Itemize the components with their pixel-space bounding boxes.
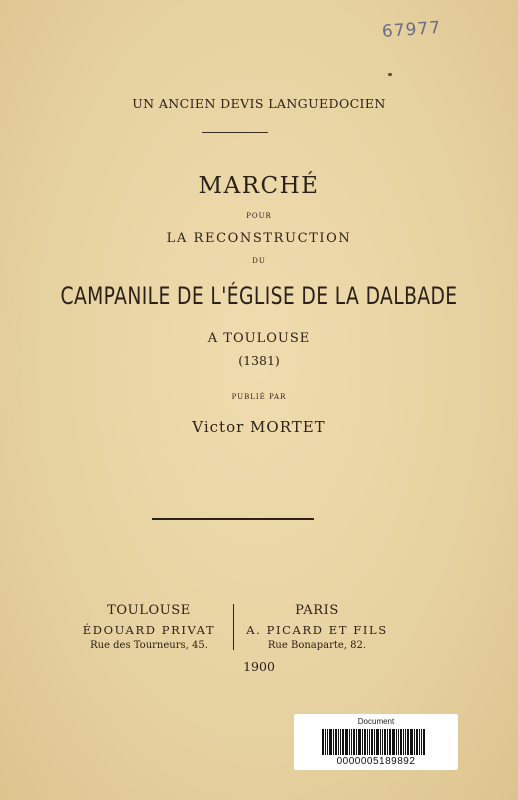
section-divider xyxy=(152,518,314,520)
barcode-bar xyxy=(353,729,355,755)
publisher-divider xyxy=(233,604,234,650)
barcode-bar xyxy=(351,729,352,755)
barcode-bar xyxy=(340,729,341,755)
barcode-bar xyxy=(349,729,350,755)
publisher-left-city: TOULOUSE xyxy=(107,603,191,618)
series-header: UN ANCIEN DEVIS LANGUEDOCIEN xyxy=(132,96,386,111)
barcode-bar xyxy=(416,729,418,755)
barcode-bar xyxy=(367,729,368,755)
location-line: A TOULOUSE xyxy=(207,331,311,346)
barcode-bar xyxy=(342,729,344,755)
barcode-bar xyxy=(392,729,395,755)
barcode-bar xyxy=(335,729,337,755)
handwritten-catalog-number: 67977 xyxy=(381,17,442,43)
barcode-label xyxy=(294,714,458,770)
publisher-right-address: Rue Bonaparte, 82. xyxy=(267,640,367,651)
barcode-bar xyxy=(362,729,363,755)
barcode-bar xyxy=(387,729,388,755)
barcode-bar xyxy=(389,729,391,755)
barcode-bar xyxy=(419,729,420,755)
barcode-bar xyxy=(364,729,366,755)
reconstruction-line: LA RECONSTRUCTION xyxy=(166,231,352,246)
barcode-icon xyxy=(322,729,432,755)
pour-label: POUR xyxy=(246,212,272,220)
main-title: MARCHÉ xyxy=(198,173,320,199)
barcode-bar xyxy=(396,729,397,755)
barcode-bar xyxy=(398,729,399,755)
barcode-bar xyxy=(382,729,383,755)
publisher-right-city: PARIS xyxy=(295,603,339,618)
campanile-title: CAMPANILE DE L'ÉGLISE DE LA DALBADE xyxy=(60,282,458,310)
publie-par-label: PUBLIÉ PAR xyxy=(231,393,287,401)
barcode-bar xyxy=(358,729,361,755)
publisher-left-address: Rue des Tourneurs, 45. xyxy=(90,640,208,651)
barcode-bar xyxy=(414,729,415,755)
barcode-bar xyxy=(322,729,324,755)
barcode-bar xyxy=(327,729,328,755)
du-label: DU xyxy=(252,257,266,265)
barcode-bar xyxy=(333,729,334,755)
publication-year: 1900 xyxy=(243,659,275,674)
barcode-bar xyxy=(423,729,425,755)
barcode-bar xyxy=(371,729,373,755)
header-divider xyxy=(202,132,268,133)
barcode-bar xyxy=(407,729,409,755)
publisher-left-name: ÉDOUARD PRIVAT xyxy=(82,623,216,637)
barcode-bar xyxy=(369,729,370,755)
barcode-bar xyxy=(421,729,422,755)
barcode-bar xyxy=(356,729,357,755)
publisher-right-name: A. PICARD ET FILS xyxy=(246,623,388,637)
barcode-bar xyxy=(405,729,406,755)
barcode-bar xyxy=(376,729,379,755)
ink-dot xyxy=(388,73,392,76)
barcode-label-title: Document xyxy=(357,717,395,726)
barcode-bar xyxy=(410,729,413,755)
barcode-bar xyxy=(374,729,375,755)
barcode-bar xyxy=(325,729,326,755)
barcode-number: 0000005189892 xyxy=(336,756,416,767)
barcode-bar xyxy=(345,729,348,755)
barcode-bar xyxy=(329,729,332,755)
barcode-bar xyxy=(384,729,386,755)
event-year: (1381) xyxy=(238,353,280,368)
barcode-bar xyxy=(380,729,381,755)
barcode-bar xyxy=(338,729,339,755)
author-name: Victor MORTET xyxy=(192,418,326,436)
barcode-bar xyxy=(400,729,402,755)
barcode-bar xyxy=(403,729,404,755)
